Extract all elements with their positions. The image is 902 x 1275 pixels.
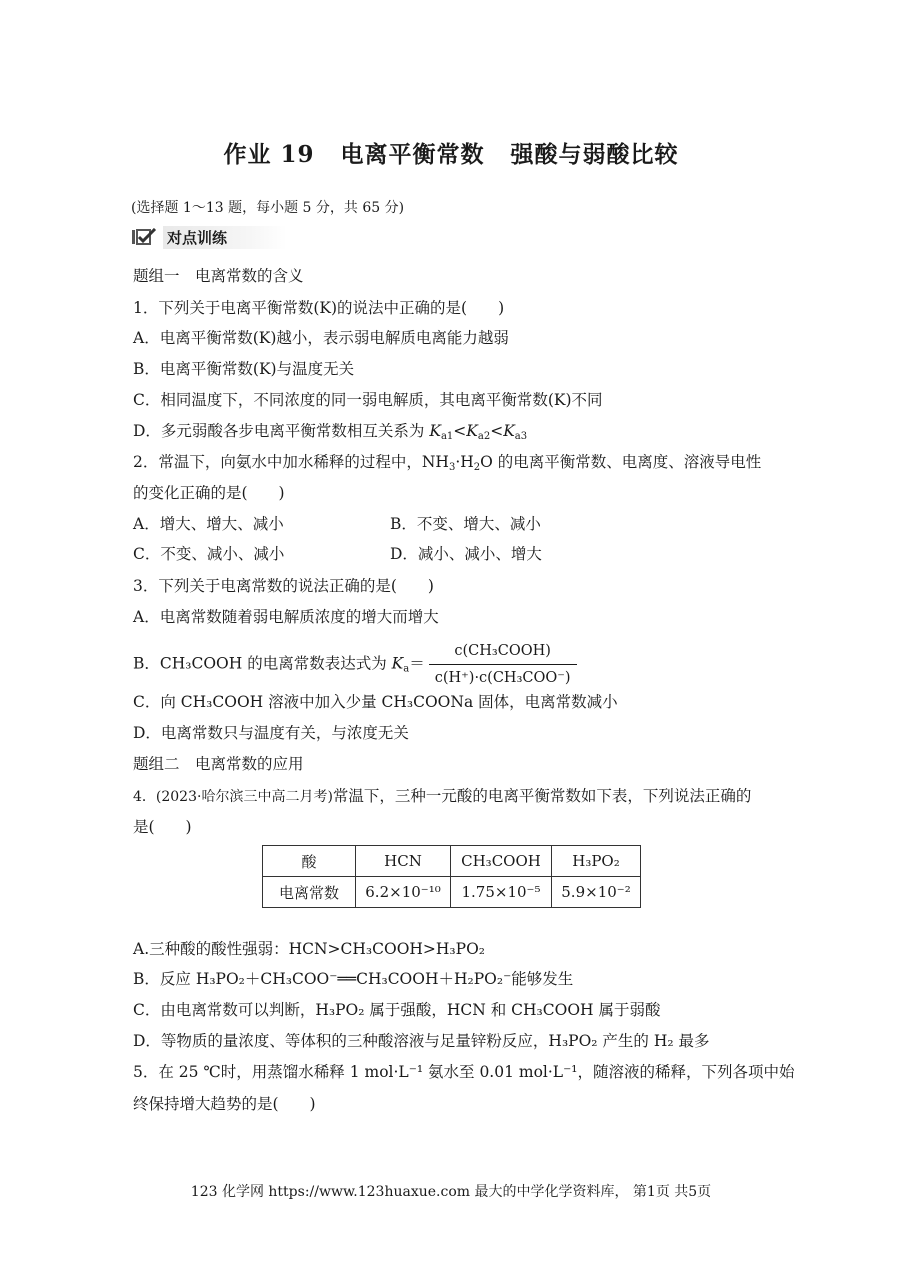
q4-option-d: D．等物质的量浓度、等体积的三种酸溶液与足量锌粉反应，H₃PO₂ 产生的 H₂ 最多 [133,1032,710,1050]
acid-constant-table [262,845,641,908]
q1-option-d-text: D．多元弱酸各步电离平衡常数相互关系为 [133,422,430,440]
ka-expression-fraction [429,640,577,689]
q4-stem [133,786,751,807]
fraction-numerator: c(CH₃COOH) [429,640,577,665]
page-title [0,136,902,169]
table-row [263,877,641,908]
q2-stem: 2．常温下，向氨水中加水稀释的过程中，$NH_3\cdot H_2O$ 的电离平衡常数、电离度、溶液导电性 [133,453,762,473]
section-label: 对点训练 [163,226,287,249]
title-topic-1: 电离平衡常数 [340,141,485,168]
table-cell: 酸 [263,846,356,877]
table-header-row [263,846,641,877]
table-cell: 5.9×10⁻² [552,877,641,908]
q5-stem-line2: 终保持增大趋势的是( ) [133,1095,316,1113]
q4-stem-line2: 是( ) [133,818,192,836]
q3-option-c: C．向 CH₃COOH 溶液中加入少量 CH₃COONa 固体，电离常数减小 [133,693,618,711]
q3-option-a: A．电离常数随着弱电解质浓度的增大而增大 [133,608,439,626]
group-1-heading: 题组一 电离常数的含义 [133,267,304,285]
page-footer: 123 化学网 https://www.123huaxue.com 最大的中学化学资料库， 第1页 共5页 [190,1184,712,1200]
q1-option-d: D．多元弱酸各步电离平衡常数相互关系为 $K_{a1}<K_{a2}<K_{a3}$ [133,422,528,442]
q3-option-b: B．CH₃COOH 的电离常数表达式为 $K_a=$ $\frac{\text{c(CH₃COOH)}}{\text{c(H⁺)·c(CH₃COO⁻)}}$ [133,640,577,689]
q4-option-b: B．反应 H₃PO₂＋CH₃COO⁻══CH₃COOH＋H₂PO₂⁻能够发生 [133,970,574,988]
table-cell: 电离常数 [263,877,356,908]
q1-stem: 1．下列关于电离平衡常数(K)的说法中正确的是( ) [133,299,505,317]
title-assignment: 作业 19 [223,141,315,168]
q1-option-a: A．电离平衡常数(K)越小，表示弱电解质电离能力越弱 [133,329,509,347]
q3-stem: 3．下列关于电离常数的说法正确的是( ) [133,577,434,595]
q2-stem-part2: O 的电离平衡常数、电离度、溶液导电性 [480,453,762,471]
q4-option-a: A.三种酸的酸性强弱：HCN>CH₃COOH>H₃PO₂ [133,940,485,958]
q1-option-c: C．相同温度下，不同浓度的同一弱电解质，其电离平衡常数(K)不同 [133,391,603,409]
group-2-heading: 题组二 电离常数的应用 [133,755,304,773]
table-cell: HCN [356,846,451,877]
title-topic-2: 强酸与弱酸比较 [510,141,679,168]
score-note: (选择题 1～13 题，每小题 5 分，共 65 分) [131,200,405,216]
section-badge [131,226,287,248]
q4-source: 4．(2023·哈尔滨三中高二月考) [133,789,333,805]
q2-option-b: B．不变、增大、减小 [390,515,541,533]
q5-stem: 5．在 25 ℃时，用蒸馏水稀释 1 mol·L⁻¹ 氨水至 0.01 mol·L⁻¹，随溶液的稀释，下列各项中始 [133,1063,795,1081]
q2-stem-line2: 的变化正确的是( ) [133,484,285,502]
q2-option-c: C．不变、减小、减小 [133,545,285,563]
q4-stem-text: 常温下，三种一元酸的电离平衡常数如下表，下列说法正确的 [332,787,752,805]
table-cell: 6.2×10⁻¹⁰ [356,877,451,908]
q2-option-d: D．减小、减小、增大 [390,545,542,563]
q3-option-b-text: B．CH₃COOH 的电离常数表达式为 [133,654,392,673]
table-cell: 1.75×10⁻⁵ [451,877,552,908]
check-square-icon [131,228,157,246]
q2-option-a: A．增大、增大、减小 [133,515,284,533]
q1-option-b: B．电离平衡常数(K)与温度无关 [133,360,355,378]
q2-stem-part1: 2．常温下，向氨水中加水稀释的过程中，NH [133,453,449,471]
q4-option-c: C．由电离常数可以判断，H₃PO₂ 属于强酸，HCN 和 CH₃COOH 属于弱酸 [133,1001,661,1019]
fraction-denominator: c(H⁺)·c(CH₃COO⁻) [434,670,571,686]
table-cell: CH₃COOH [451,846,552,877]
table-cell: H₃PO₂ [552,846,641,877]
q3-option-d: D．电离常数只与温度有关，与浓度无关 [133,724,409,742]
